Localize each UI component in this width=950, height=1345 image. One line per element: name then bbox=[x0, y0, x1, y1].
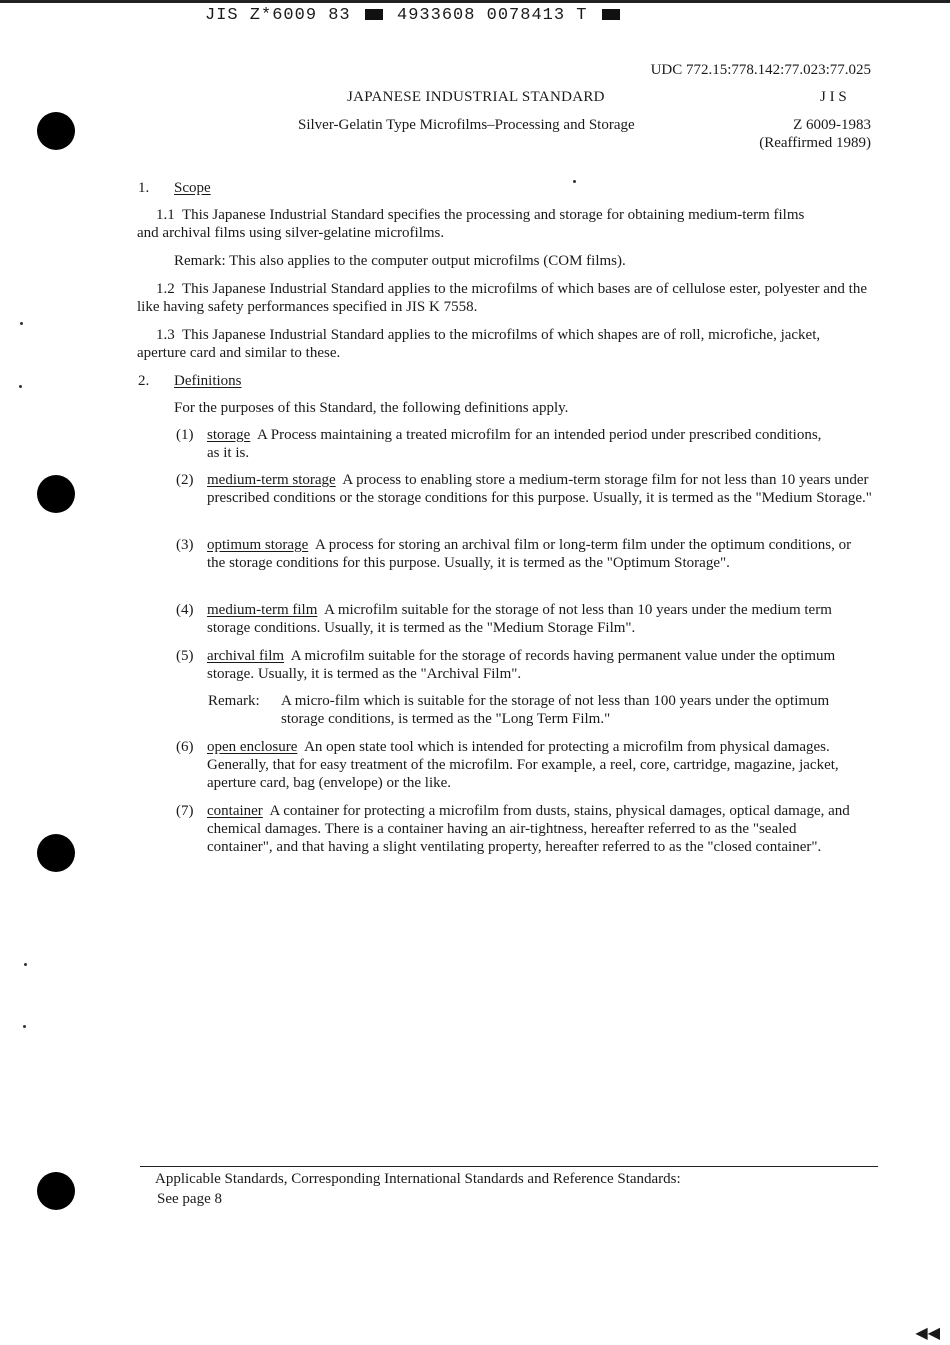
clause-1-3: 1.3 This Japanese Industrial Standard applies to the microfilms of which shapes are of roll, microfiche, jacket, aperture card and similar to these. bbox=[137, 327, 821, 361]
scan-speck bbox=[19, 385, 22, 388]
definition-storage: storage A Process maintaining a treated microfilm for an intended period under prescribed conditions, as it is. bbox=[207, 427, 822, 461]
punch-hole bbox=[37, 834, 75, 872]
punch-hole bbox=[37, 475, 75, 513]
doc-code-line bbox=[205, 7, 623, 25]
document-title: Silver-Gelatin Type Microfilms–Processing and Storage bbox=[298, 117, 635, 133]
definition-number: (7) bbox=[176, 803, 194, 819]
footnote-line-1: Applicable Standards, Corresponding International Standards and Reference Standards: bbox=[155, 1171, 681, 1187]
definitions-intro: For the purposes of this Standard, the following definitions apply. bbox=[174, 400, 569, 416]
reaffirmed-date: (Reaffirmed 1989) bbox=[759, 135, 871, 151]
clause-1-2: 1.2 This Japanese Industrial Standard applies to the microfilms of which bases are of cellulose ester, polyester and the like having safety performances specified in JIS K 7558. bbox=[137, 281, 868, 315]
footnote-rule bbox=[140, 1166, 878, 1167]
definition-container: container A container for protecting a microfilm from dusts, stains, physical damages, optical damage, and chemical damages. There is a container having an air-tightness, hereafter referred to as the "sealed container", and that having a slight ventilating property, hereafter referred to as the "closed container". bbox=[207, 803, 850, 855]
barcode-block bbox=[365, 9, 383, 20]
definition-archival-film: archival film A microfilm suitable for the storage of records having permanent value under the optimum storage. Usually, it is termed as the "Archival Film". bbox=[207, 648, 836, 682]
definition-number: (1) bbox=[176, 427, 194, 443]
definition-number: (6) bbox=[176, 739, 194, 755]
definition-open-enclosure: open enclosure An open state tool which is intended for protecting a microfilm from physical damages. Generally, that for easy treatment of the microfilm. For example, a reel, core, cartridge, magazine, jacket, aperture card, bag (envelope) or the like. bbox=[207, 739, 839, 791]
top-border bbox=[0, 0, 950, 3]
footnote-line-2: See page 8 bbox=[157, 1191, 222, 1207]
scope-remark: Remark: This also applies to the computer output microfilms (COM films). bbox=[174, 253, 626, 269]
definition-optimum-storage: optimum storage A process for storing an archival film or long-term film under the optimum conditions, or the storage conditions for this purpose. Usually, it is termed as the "Optimum Storage". bbox=[207, 537, 852, 571]
section-2-number: 2. bbox=[138, 373, 150, 389]
punch-hole bbox=[37, 112, 75, 150]
definition-medium-term-film: medium-term film A microfilm suitable for the storage of not less than 10 years under the medium term storage conditions. Usually, it is termed as the "Medium Storage Film". bbox=[207, 602, 832, 636]
long-term-remark-label: Remark: bbox=[208, 693, 260, 709]
scan-speck bbox=[20, 322, 23, 325]
scan-speck bbox=[573, 180, 576, 183]
barcode-block bbox=[602, 9, 620, 20]
punch-hole bbox=[37, 1172, 75, 1210]
corner-arrow-mark: ◀◀ bbox=[915, 1325, 940, 1342]
section-1-number: 1. bbox=[138, 180, 150, 196]
jis-mark: J I S bbox=[820, 89, 847, 105]
definition-number: (4) bbox=[176, 602, 194, 618]
definition-number: (5) bbox=[176, 648, 194, 664]
barcode-number: 4933608 0078413 T bbox=[397, 6, 588, 25]
definition-medium-term-storage: medium-term storage A process to enabling store a medium-term storage film for not less than 10 years under prescribed conditions or the storage conditions for this purpose. Usually, it is termed as the "Medium Storage." bbox=[207, 472, 872, 506]
definition-number: (3) bbox=[176, 537, 194, 553]
section-2-title: Definitions bbox=[174, 373, 242, 389]
long-term-remark-text: A micro-film which is suitable for the storage of not less than 100 years under the optimum storage conditions, is termed as the "Long Term Film." bbox=[281, 693, 830, 727]
scan-speck bbox=[24, 963, 27, 966]
standard-number: Z 6009-1983 bbox=[793, 117, 871, 133]
scan-speck bbox=[23, 1025, 26, 1028]
udc-code: UDC 772.15:778.142:77.023:77.025 bbox=[650, 62, 871, 78]
section-1-title: Scope bbox=[174, 180, 211, 196]
definition-number: (2) bbox=[176, 472, 194, 488]
standard-name: JAPANESE INDUSTRIAL STANDARD bbox=[347, 89, 605, 105]
doc-code: JIS Z*6009 83 bbox=[205, 6, 351, 25]
clause-1-1: 1.1 This Japanese Industrial Standard specifies the processing and storage for obtaining medium-term films and archival films using silver-gelatine microfilms. bbox=[137, 207, 805, 241]
